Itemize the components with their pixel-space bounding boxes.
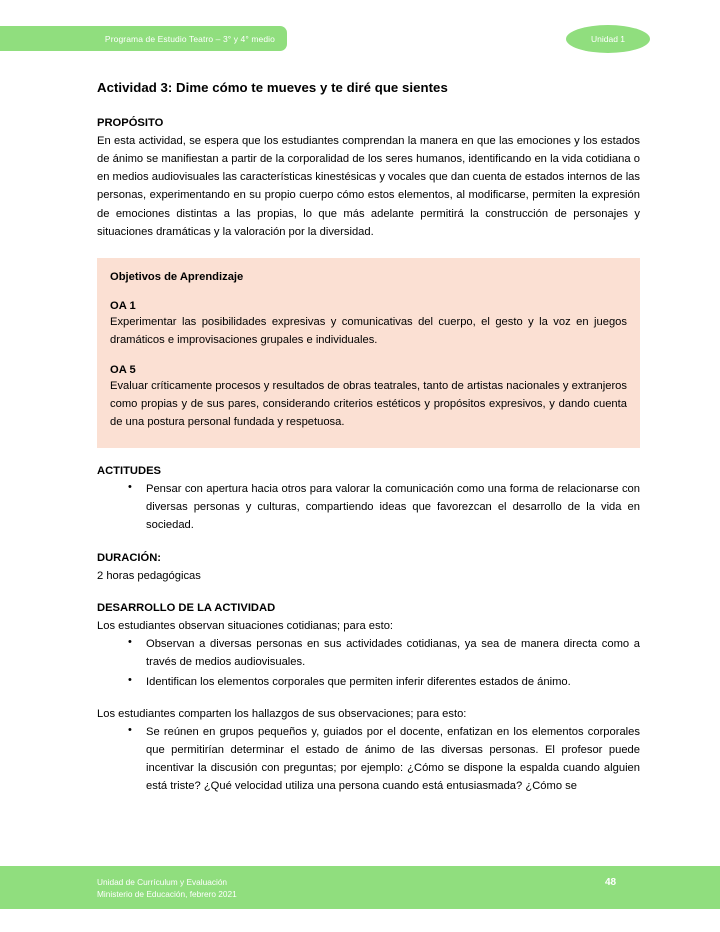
footer-line-1: Unidad de Currículum y Evaluación bbox=[97, 877, 228, 887]
desarrollo-list-2 bbox=[97, 723, 640, 796]
spacer bbox=[97, 535, 640, 552]
spacer bbox=[97, 692, 640, 705]
unit-badge-label: Unidad 1 bbox=[590, 34, 626, 44]
list-item: • Pensar con apertura hacia otros para valorar la comunicación como una forma de relacionarse con diversas personas y culturas, compartiendo ideas que favorezcan el desarrollo de la vida en sociedad. bbox=[97, 480, 640, 534]
desarrollo-label: DESARROLLO DE LA ACTIVIDAD bbox=[97, 602, 276, 615]
objetivo-text: Experimentar las posibilidades expresivas y comunicativas del cuerpo, el gesto y la voz en juegos dramáticos e improvisaciones grupales e individuales. bbox=[110, 315, 627, 346]
list-item: • Se reúnen en grupos pequeños y, guiados por el docente, enfatizan en los elementos corporales que permitirían determinar el estado de ánimo de las diversas personas. El profesor puede incentivar la discusión con preguntas; por ejemplo: ¿Cómo se dispone la espalda cuando alguien está triste? ¿Qué velocidad utiliza una persona cuando está entusiasmada? ¿Cómo se bbox=[97, 723, 640, 796]
desarrollo-list-1 bbox=[97, 635, 640, 690]
proposito-text: En esta actividad, se espera que los estudiantes comprendan la manera en que las emociones y los estados de ánimo se manifiestan a partir de la corporalidad de los seres humanos, identificando en la vida cotidiana o en medios audiovisuales las características kinestésicas y vocales que dan cuenta de estados internos de las personas, experimentando en su propio cuerpo cómo estos elementos, al modificarse, permiten la expresión de emociones distintas a las propias, lo que más adelante permitirá la construcción de personajes y situaciones dramáticas y la valoración por la diversidad. bbox=[97, 135, 640, 238]
document-body bbox=[97, 80, 640, 796]
spacer bbox=[97, 585, 640, 602]
section-actitudes bbox=[97, 465, 640, 534]
list-item: • Identifican los elementos corporales que permiten inferir diferentes estados de ánimo. bbox=[97, 673, 640, 691]
objetivo-text: Evaluar críticamente procesos y resultados de obras teatrales, tanto de artistas nacionales y extranjeros como propias y de sus pares, considerando criterios estéticos y propósitos expresivos, y dando cuenta de una postura personal fundada y respetuosa. bbox=[110, 380, 627, 429]
section-duracion bbox=[97, 552, 640, 585]
footer-band bbox=[0, 866, 720, 909]
header-program-label: Programa de Estudio Teatro – 3° y 4° medio bbox=[104, 33, 275, 44]
objetivos-spacer bbox=[110, 349, 627, 364]
spacer bbox=[97, 448, 640, 465]
objetivos-box-title: Objetivos de Aprendizaje bbox=[110, 270, 244, 283]
actitudes-list bbox=[97, 480, 640, 534]
footer-line-2: Ministerio de Educación, febrero 2021 bbox=[97, 889, 237, 900]
section-desarrollo bbox=[97, 602, 640, 795]
page-number: 48 bbox=[605, 877, 617, 888]
objetivo-code: OA 1 bbox=[110, 299, 136, 312]
actitudes-label: ACTITUDES bbox=[97, 464, 162, 477]
duracion-label: DURACIÓN: bbox=[97, 551, 162, 564]
objetivo-item bbox=[110, 364, 627, 431]
proposito-label: PROPÓSITO bbox=[97, 117, 164, 129]
page-title: Actividad 3: Dime cómo te mueves y te diré que sientes bbox=[97, 80, 448, 95]
objetivo-code: OA 5 bbox=[110, 364, 136, 377]
footer-credits bbox=[97, 876, 237, 901]
unit-badge bbox=[566, 25, 650, 53]
list-item: • Observan a diversas personas en sus actividades cotidianas, ya sea de manera directa como a través de medios audiovisuales. bbox=[97, 635, 640, 671]
objetivo-item bbox=[110, 300, 627, 349]
duracion-value: 2 horas pedagógicas bbox=[97, 569, 201, 582]
desarrollo-intro-1: Los estudiantes observan situaciones cotidianas; para esto: bbox=[97, 620, 394, 633]
objetivos-de-aprendizaje-box bbox=[97, 258, 640, 448]
section-proposito bbox=[97, 117, 640, 241]
header-band bbox=[0, 26, 287, 51]
desarrollo-intro-2: Los estudiantes comparten los hallazgos de sus observaciones; para esto: bbox=[97, 707, 467, 720]
